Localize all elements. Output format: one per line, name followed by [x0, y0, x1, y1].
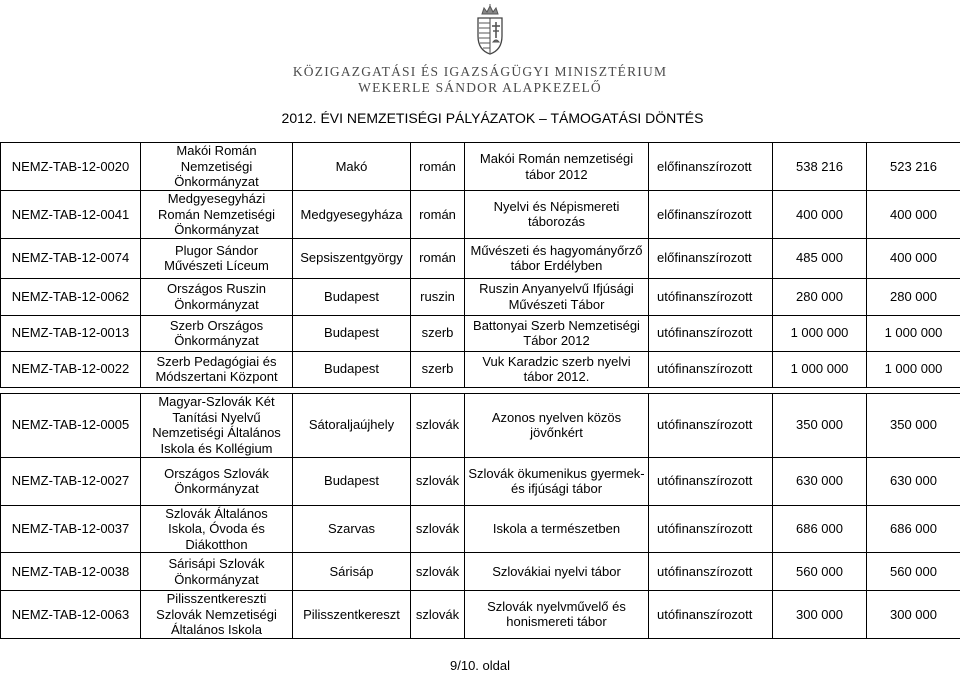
applicant-name-line: Plugor Sándor — [174, 242, 259, 258]
requested-amount: 350 000 — [773, 393, 867, 457]
decision-table — [0, 142, 960, 639]
granted-amount: 280 000 — [867, 278, 960, 315]
ethnicity: szerb — [411, 315, 465, 351]
table-row — [1, 553, 960, 591]
applicant-name — [141, 143, 293, 191]
applicant-name-line: Országos Ruszin — [167, 281, 266, 296]
grant-code: NEMZ-TAB-12-0063 — [1, 591, 141, 639]
project-title — [465, 315, 649, 351]
ethnicity: román — [411, 238, 465, 278]
applicant-name-line: Önkormányzat — [174, 571, 259, 587]
applicant-name-line: Önkormányzat — [174, 174, 259, 190]
granted-amount: 523 216 — [867, 143, 960, 191]
financing-type: utófinanszírozott — [649, 505, 773, 553]
applicant-name — [141, 278, 293, 315]
grant-code: NEMZ-TAB-12-0013 — [1, 315, 141, 351]
project-title — [465, 191, 649, 239]
applicant-name-line: Művészeti Líceum — [164, 258, 269, 273]
ethnicity: ruszin — [411, 278, 465, 315]
ethnicity: szlovák — [411, 505, 465, 553]
ethnicity: román — [411, 143, 465, 191]
city: Budapest — [293, 351, 411, 387]
applicant-name-line: Szerb Országos — [169, 317, 264, 333]
grant-code: NEMZ-TAB-12-0041 — [1, 191, 141, 239]
group-slovak — [1, 393, 960, 638]
project-title-line: Művészeti és hagyományőrző — [470, 242, 643, 258]
grant-code: NEMZ-TAB-12-0020 — [1, 143, 141, 191]
applicant-name-line: Általános Iskola — [170, 622, 263, 637]
applicant-name-line: Önkormányzat — [174, 481, 259, 496]
project-title-line: Nyelvi és Népismereti — [493, 198, 620, 214]
city: Sárisáp — [293, 553, 411, 591]
city: Medgyesegyháza — [293, 191, 411, 239]
project-title — [465, 591, 649, 639]
city: Makó — [293, 143, 411, 191]
applicant-name-line: Szerb Pedagógiai és — [156, 353, 277, 369]
hungarian-coat-of-arms-icon — [470, 4, 510, 56]
requested-amount: 538 216 — [773, 143, 867, 191]
project-title — [465, 393, 649, 457]
financing-type: előfinanszírozott — [649, 143, 773, 191]
city: Szarvas — [293, 505, 411, 553]
project-title-line: Szlovák ökumenikus gyermek- — [468, 465, 645, 481]
project-title-line: Szlovákiai nyelvi tábor — [492, 563, 621, 579]
city: Sátoraljaújhely — [293, 393, 411, 457]
table-row — [1, 351, 960, 387]
applicant-name-line: Nemzetiségi — [180, 158, 253, 174]
project-title — [465, 553, 649, 591]
grant-code: NEMZ-TAB-12-0022 — [1, 351, 141, 387]
project-title-line: Szlovák nyelvművelő és — [487, 598, 626, 614]
applicant-name-line: Sárisápi Szlovák — [168, 556, 265, 571]
table-row — [1, 505, 960, 553]
project-title-line: táborozás — [527, 214, 586, 230]
ethnicity: román — [411, 191, 465, 239]
financing-type: utófinanszírozott — [649, 591, 773, 639]
grant-code: NEMZ-TAB-12-0027 — [1, 457, 141, 505]
financing-type: utófinanszírozott — [649, 457, 773, 505]
ethnicity: szlovák — [411, 553, 465, 591]
financing-type: előfinanszírozott — [649, 191, 773, 239]
granted-amount: 1 000 000 — [867, 315, 960, 351]
table-row — [1, 591, 960, 639]
applicant-name — [141, 315, 293, 351]
requested-amount: 400 000 — [773, 191, 867, 239]
project-title-line: Ruszin Anyanyelvű Ifjúsági — [479, 281, 634, 296]
granted-amount: 400 000 — [867, 191, 960, 239]
project-title — [465, 505, 649, 553]
requested-amount: 280 000 — [773, 278, 867, 315]
financing-type: utófinanszírozott — [649, 393, 773, 457]
applicant-name-line: Iskola és Kollégium — [160, 440, 273, 456]
granted-amount: 300 000 — [867, 591, 960, 639]
grant-code: NEMZ-TAB-12-0038 — [1, 553, 141, 591]
city: Pilisszentkereszt — [293, 591, 411, 639]
applicant-name — [141, 553, 293, 591]
financing-type: utófinanszírozott — [649, 351, 773, 387]
city: Budapest — [293, 457, 411, 505]
applicant-name — [141, 351, 293, 387]
project-title — [465, 457, 649, 505]
financing-type: utófinanszírozott — [649, 315, 773, 351]
requested-amount: 560 000 — [773, 553, 867, 591]
project-title — [465, 238, 649, 278]
applicant-name-line: Diákotthon — [185, 536, 248, 552]
requested-amount: 1 000 000 — [773, 315, 867, 351]
grant-code: NEMZ-TAB-12-0037 — [1, 505, 141, 553]
project-title — [465, 351, 649, 387]
project-title-line: Battonyai Szerb Nemzetiségi — [473, 317, 640, 333]
project-title-line: tábor Erdélyben — [510, 258, 603, 273]
grant-code: NEMZ-TAB-12-0074 — [1, 238, 141, 278]
applicant-name-line: Módszertani Központ — [155, 369, 278, 384]
grant-code: NEMZ-TAB-12-0062 — [1, 278, 141, 315]
page-number: 9/10. oldal — [450, 658, 510, 673]
table-row — [1, 393, 960, 457]
ethnicity: szerb — [411, 351, 465, 387]
financing-type: utófinanszírozott — [649, 553, 773, 591]
project-title-line: Tábor 2012 — [523, 333, 590, 348]
applicant-name-line: Makói Román — [176, 143, 257, 159]
financing-type: előfinanszírozott — [649, 238, 773, 278]
ministry-subname: WEKERLE SÁNDOR ALAPKEZELŐ — [358, 80, 602, 95]
table-row — [1, 457, 960, 505]
project-title-line: honismereti tábor — [506, 614, 607, 630]
applicant-name-line: Román Nemzetiségi — [157, 206, 276, 222]
granted-amount: 686 000 — [867, 505, 960, 553]
applicant-name-line: Országos Szlovák — [164, 465, 269, 481]
table-row — [1, 278, 960, 315]
applicant-name — [141, 591, 293, 639]
applicant-name-line: Szlovák Általános — [165, 505, 268, 521]
applicant-name-line: Szlovák Nemzetiségi — [156, 606, 277, 622]
applicant-name — [141, 505, 293, 553]
applicant-name — [141, 191, 293, 239]
granted-amount: 560 000 — [867, 553, 960, 591]
applicant-name-line: Medgyesegyházi — [167, 191, 266, 206]
city: Budapest — [293, 278, 411, 315]
applicant-name-line: Magyar-Szlovák Két — [158, 394, 275, 409]
applicant-name — [141, 457, 293, 505]
granted-amount: 350 000 — [867, 393, 960, 457]
table-row — [1, 143, 960, 191]
applicant-name — [141, 238, 293, 278]
grant-code: NEMZ-TAB-12-0005 — [1, 393, 141, 457]
project-title — [465, 278, 649, 315]
project-title-line: Művészeti Tábor — [508, 296, 605, 312]
project-title-line: Vuk Karadzic szerb nyelvi — [482, 353, 631, 369]
granted-amount: 400 000 — [867, 238, 960, 278]
page-title: 2012. ÉVI NEMZETISÉGI PÁLYÁZATOK – TÁMOGATÁSI DÖNTÉS — [281, 110, 704, 126]
project-title-line: jövőnkért — [530, 425, 583, 440]
project-title-line: Azonos nyelven közös — [491, 409, 622, 425]
city: Sepsiszentgyörgy — [293, 238, 411, 278]
ethnicity: szlovák — [411, 591, 465, 639]
table-row — [1, 315, 960, 351]
requested-amount: 1 000 000 — [773, 351, 867, 387]
project-title-line: és ifjúsági tábor — [510, 481, 603, 496]
applicant-name-line: Tanítási Nyelvű — [172, 409, 261, 425]
table-row — [1, 238, 960, 278]
requested-amount: 485 000 — [773, 238, 867, 278]
city: Budapest — [293, 315, 411, 351]
requested-amount: 686 000 — [773, 505, 867, 553]
applicant-name — [141, 393, 293, 457]
group-romanian-ruthenian-serbian — [1, 143, 960, 388]
applicant-name-line: Iskola, Óvoda és — [168, 521, 265, 536]
applicant-name-line: Önkormányzat — [174, 222, 259, 237]
granted-amount: 630 000 — [867, 457, 960, 505]
requested-amount: 300 000 — [773, 591, 867, 639]
project-title-line: Iskola a természetben — [492, 521, 621, 536]
table-row — [1, 191, 960, 239]
applicant-name-line: Önkormányzat — [174, 296, 259, 312]
granted-amount: 1 000 000 — [867, 351, 960, 387]
applicant-name-line: Önkormányzat — [174, 333, 259, 348]
applicant-name-line: Nemzetiségi Általános — [152, 425, 281, 440]
page-header — [0, 0, 960, 126]
project-title — [465, 143, 649, 191]
project-title-line: tábor 2012. — [523, 369, 590, 384]
ethnicity: szlovák — [411, 393, 465, 457]
project-title-line: Makói Román nemzetiségi — [479, 151, 634, 166]
applicant-name-line: Pilisszentkereszti — [166, 591, 267, 606]
ethnicity: szlovák — [411, 457, 465, 505]
ministry-name: KÖZIGAZGATÁSI ÉS IGAZSÁGÜGYI MINISZTÉRIUM — [292, 64, 668, 79]
requested-amount: 630 000 — [773, 457, 867, 505]
financing-type: utófinanszírozott — [649, 278, 773, 315]
project-title-line: tábor 2012 — [525, 166, 588, 182]
